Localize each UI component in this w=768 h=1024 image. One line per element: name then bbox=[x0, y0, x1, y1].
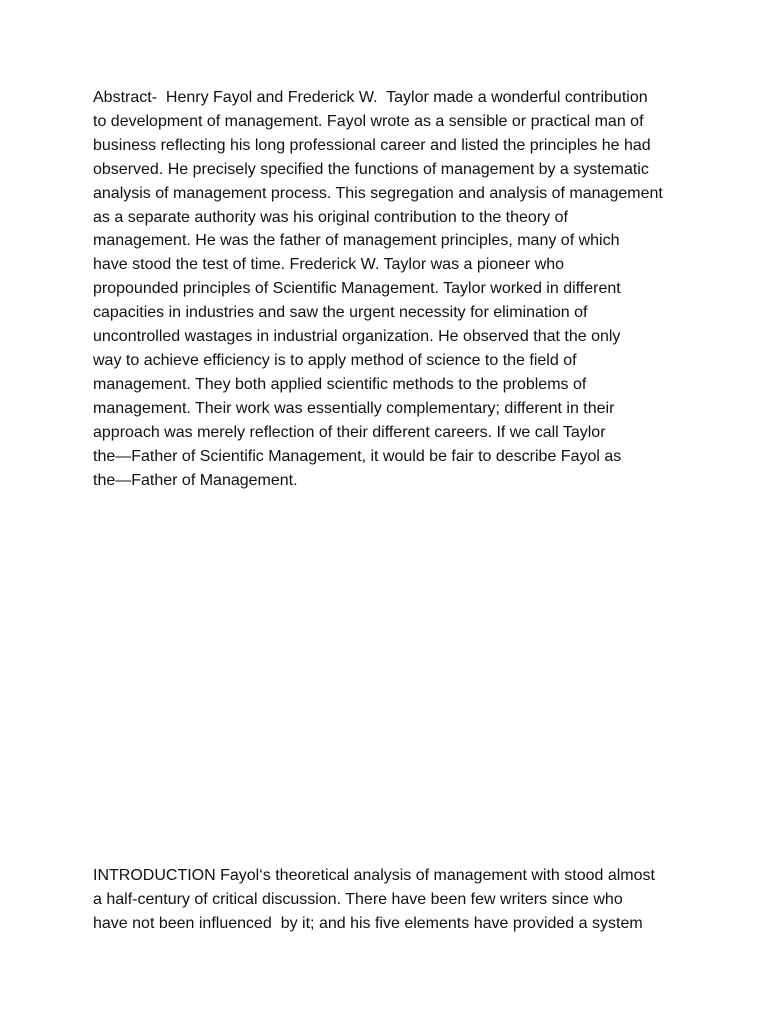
introduction-line: a half-century of critical discussion. There have been few writers since who bbox=[93, 890, 623, 908]
abstract-line: analysis of management process. This segregation and analysis of management bbox=[93, 184, 663, 202]
abstract-line: management. Their work was essentially complementary; different in their bbox=[93, 399, 615, 417]
introduction-line: have not been influenced by it; and his five elements have provided a system bbox=[93, 914, 643, 932]
abstract-line: Abstract- Henry Fayol and Frederick W. Taylor made a wonderful contribution bbox=[93, 89, 648, 106]
abstract-line: have stood the test of time. Frederick W. Taylor was a pioneer who bbox=[93, 256, 565, 274]
introduction-line: INTRODUCTION Fayol‘s theoretical analysis of management with stood almost bbox=[93, 867, 655, 884]
abstract-paragraph bbox=[93, 86, 693, 492]
abstract-line: business reflecting his long professional career and listed the principles he had bbox=[93, 136, 651, 154]
abstract-line: observed. He precisely specified the functions of management by a systematic bbox=[93, 160, 649, 178]
abstract-line: the—Father of Scientific Management, it would be fair to describe Fayol as bbox=[93, 447, 622, 465]
abstract-line: management. He was the father of management principles, many of which bbox=[93, 232, 620, 250]
abstract-line: way to achieve efficiency is to apply method of science to the field of bbox=[93, 351, 577, 369]
abstract-line: as a separate authority was his original contribution to the theory of bbox=[93, 208, 568, 226]
abstract-line: propounded principles of Scientific Management. Taylor worked in different bbox=[93, 280, 621, 298]
abstract-line: uncontrolled wastages in industrial organization. He observed that the only bbox=[93, 328, 621, 346]
abstract-line: management. They both applied scientific methods to the problems of bbox=[93, 375, 587, 393]
abstract-line: the—Father of Management. bbox=[93, 471, 298, 489]
introduction-paragraph bbox=[93, 864, 693, 936]
abstract-line: to development of management. Fayol wrote as a sensible or practical man of bbox=[93, 112, 644, 130]
abstract-line: capacities in industries and saw the urgent necessity for elimination of bbox=[93, 304, 588, 322]
abstract-line: approach was merely reflection of their different careers. If we call Taylor bbox=[93, 423, 606, 441]
